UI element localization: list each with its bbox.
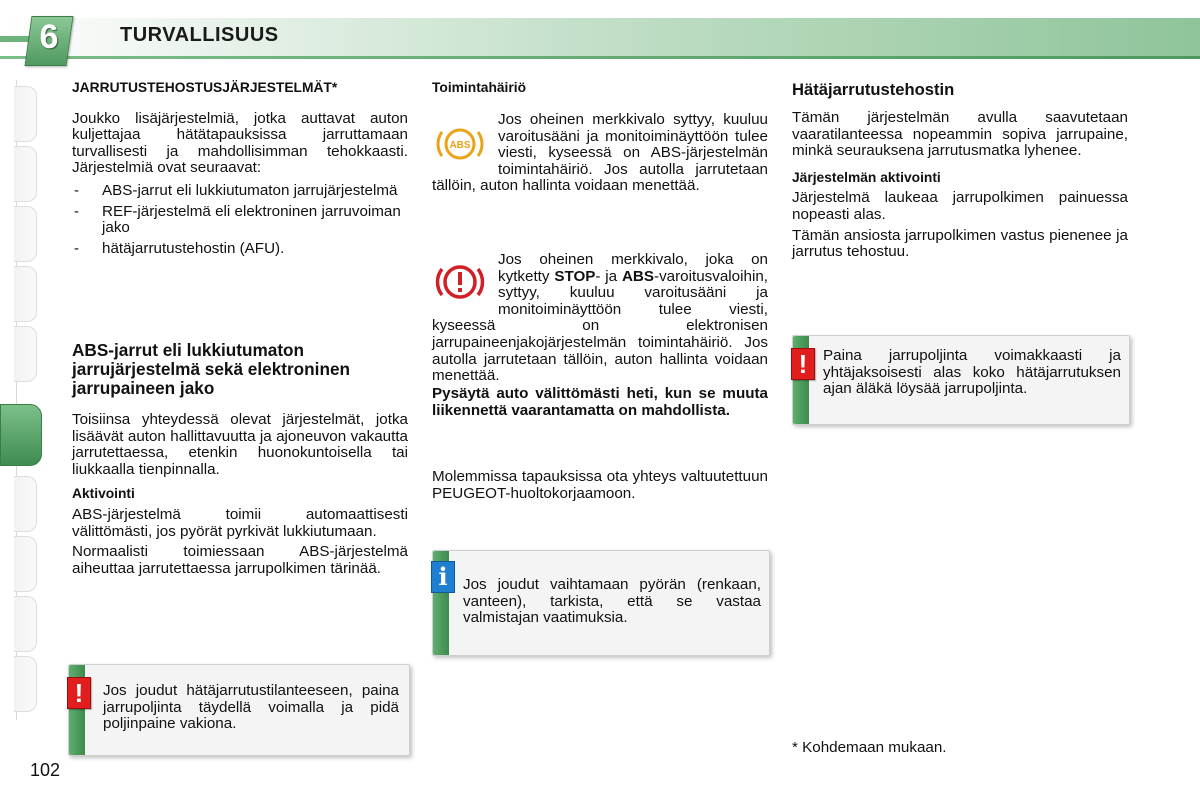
abs-malfunction-paragraph: Jos oheinen merkkivalo syttyy, kuuluu varoitusääni ja monitoiminäyttöön tulee viesti, kyseessä on ABS-järjestelmän toimintahäiriö. Jos autolla jarrutetaan tällöin, auton hallinta voidaan menettää. [432,111,768,195]
header-rule [0,56,1200,59]
info-callout [432,550,770,656]
side-tab[interactable] [14,86,37,142]
side-tab[interactable] [14,206,37,262]
brake-assist-activation-heading: Järjestelmän aktivointi [792,169,941,185]
side-tab[interactable] [14,326,37,382]
side-tab[interactable] [14,656,37,712]
footnote: * Kohdemaan mukaan. [792,739,947,756]
list-item: - hätäjarrutustehostin (AFU). [74,239,285,257]
warning-callout-right [792,335,1130,425]
abs-heading: ABS-jarrut eli lukkiutumaton jarrujärjestelmä sekä elektroninen jarrupaineen jako [72,340,351,398]
side-tab[interactable] [14,476,37,532]
callout-text: Jos joudut vaihtamaan pyörän (renkaan, vanteen), tarkista, että se vastaa valmistajan vaatimuksia. [463,576,761,627]
systems-list [72,183,408,257]
activation-paragraph-2: Normaalisti toimiessaan ABS-järjestelmä aiheuttaa jarrutettaessa jarrupolkimen tärinää. [72,543,408,577]
side-tab[interactable] [14,596,37,652]
list-item: - ABS-jarrut eli lukkiutumaton jarrujärjestelmä [74,181,398,199]
callout-text: Jos joudut hätäjarrutustilanteeseen, paina jarrupoljinta täydellä voimalla ja pidä poljinpaine vakiona. [103,682,399,733]
side-tab[interactable] [14,266,37,322]
column-middle [432,80,768,97]
stop-warning-paragraph: Pysäytä auto välittömästi heti, kun se muuta liikennettä vaarantamatta on mahdollista. [432,385,768,419]
brake-assist-paragraph: Tämän järjestelmän avulla saavutetaan vaaratilanteessa nopeammin sopiva jarrupaine, minkä seurauksena jarrutusmatka lyhenee. [792,109,1128,160]
side-tab[interactable] [14,146,37,202]
chapter-number: 6 [39,18,59,56]
list-item: - REF-järjestelmä eli elektroninen jarruvoiman jako [74,202,401,237]
malfunction-heading: Toimintahäiriö [432,80,527,95]
warning-icon: ! [791,348,815,380]
page-number: 102 [30,760,61,780]
side-tab[interactable] [14,536,37,592]
intro-paragraph: Joukko lisäjärjestelmiä, jotka auttavat auton kuljettajaa hätätapauksissa jarruttamaan turvallisesti ja mahdollisimman tehokkaasti. Järjestelmiä ovat seuraavat: [72,109,408,177]
contact-dealer-paragraph: Molemmissa tapauksissa ota yhteys valtuutettuun PEUGEOT-huoltokorjaamoon. [432,468,768,502]
activation-heading: Aktivointi [72,486,135,502]
ref-malfunction-paragraph: Jos oheinen merkkivalo, joka on kytketty STOP- ja ABS-varoitusvaloihin, syttyy, kuuluu varoitusääni ja monitoiminäyttöön tulee viesti, kyseessä on elektronisen jarrupaineenjakojärjestelmän toimintahäiriö. Jos autolla jarrutetaan tällöin, auton hallinta voidaan menettää. [432,251,768,385]
brake-assist-effect-paragraph: Tämän ansiosta jarrupolkimen vastus pienenee ja jarrutus tehostuu. [792,226,1128,261]
section-heading: JARRUTUSTEHOSTUSJÄRJESTELMÄT* [72,80,338,95]
warning-callout-left [68,664,410,756]
activation-paragraph: ABS-järjestelmä toimii automaattisesti välittömästi, jos pyörät pyrkivät lukkiutumaan. [72,505,408,540]
column-left [72,80,408,261]
brake-assist-heading: Hätäjarrutustehostin [792,80,955,99]
chapter-title: TURVALLISUUS [120,24,279,46]
callout-text: Paina jarrupoljinta voimakkaasti ja yhtäjaksoisesti alas koko hätäjarrutuksen ajan äläkä löysää jarrupoljinta. [823,347,1121,398]
warning-icon: ! [67,677,91,709]
abs-paragraph: Toisiinsa yhteydessä olevat järjestelmät, jotka lisäävät auton hallittavuutta ja ajoneuvon vakautta jarrutettaessa, etenkin huonokuntoisella tai liukkaalla tienpinnalla. [72,411,408,478]
column-right [792,80,1128,261]
abs-section [72,341,408,577]
abs-icon-label: ABS [449,140,471,151]
side-tab-active[interactable] [0,404,42,466]
brake-assist-activation-paragraph: Järjestelmä laukeaa jarrupolkimen painuessa nopeasti alas. [792,189,1128,223]
info-icon: i [431,561,455,593]
